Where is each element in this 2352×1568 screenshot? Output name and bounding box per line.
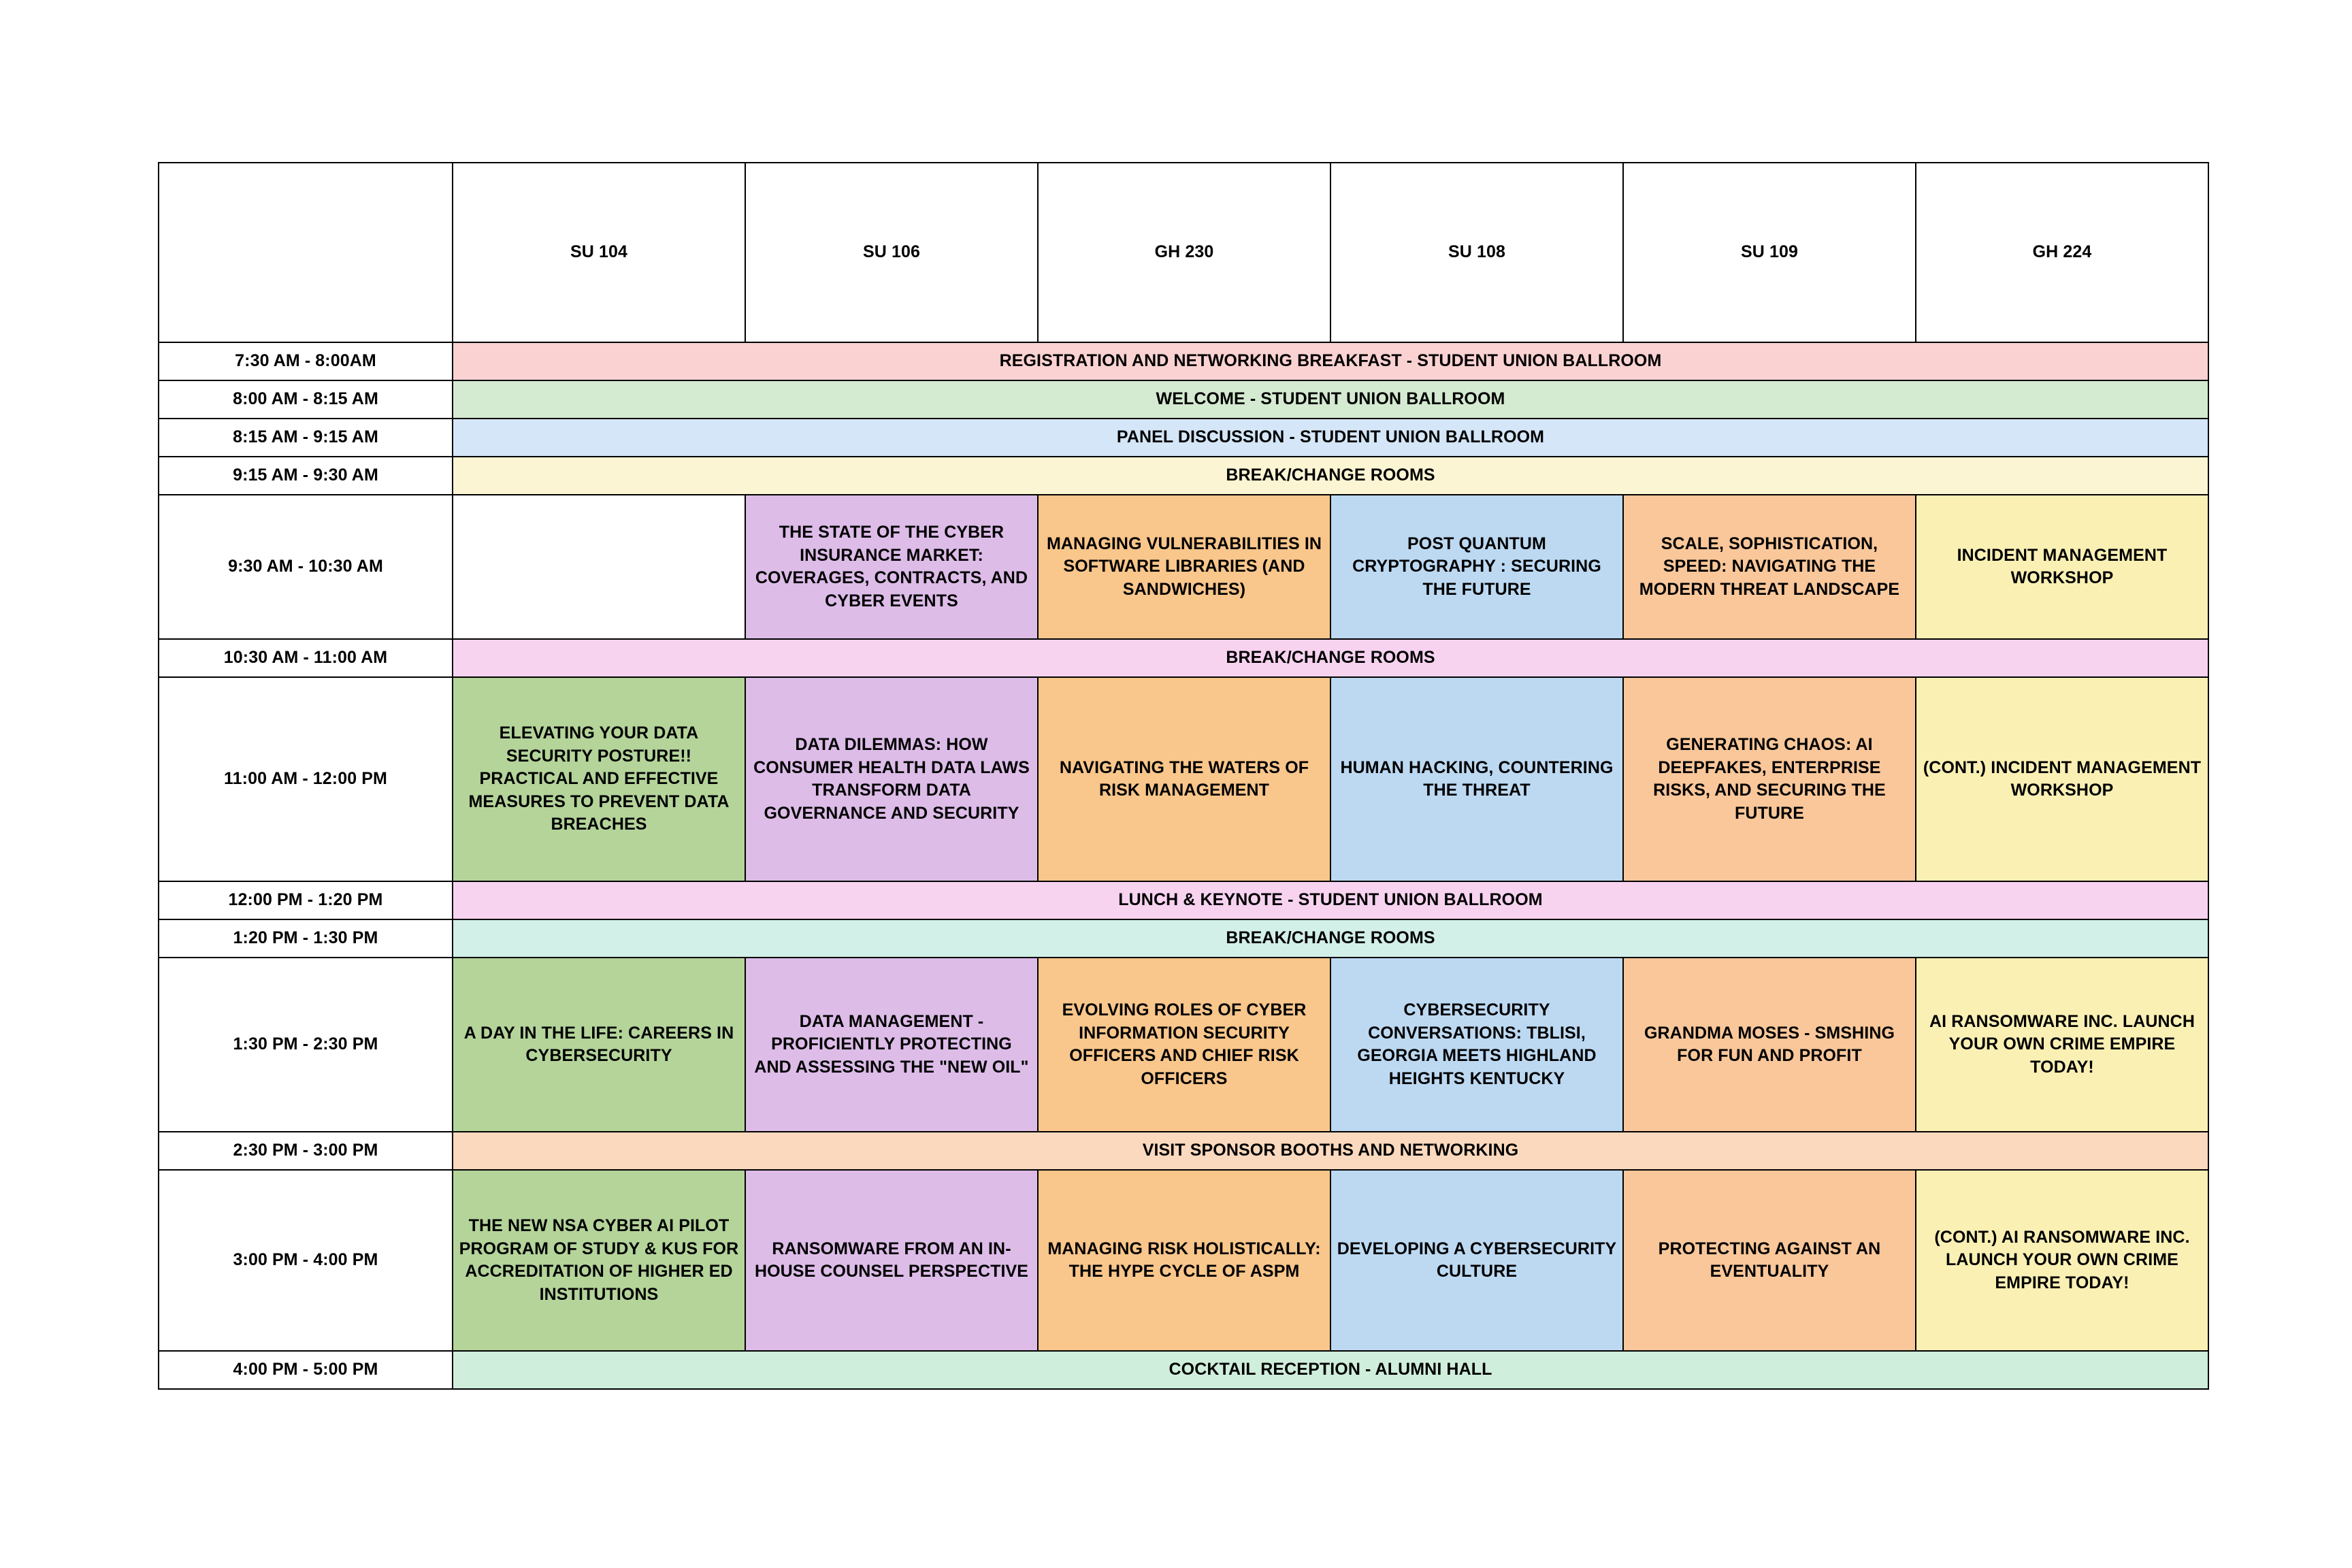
plenary-banner: WELCOME - STUDENT UNION BALLROOM (453, 380, 2208, 419)
table-row (159, 380, 2208, 419)
time-slot-label: 10:30 AM - 11:00 AM (159, 639, 453, 677)
table-row (159, 495, 2208, 639)
session-cell: GENERATING CHAOS: AI DEEPFAKES, ENTERPRISE RISKS, AND SECURING THE FUTURE (1623, 677, 1916, 881)
schedule-table-wrapper (158, 162, 2206, 1390)
session-cell: INCIDENT MANAGEMENT WORKSHOP (1916, 495, 2208, 639)
session-cell: (CONT.) INCIDENT MANAGEMENT WORKSHOP (1916, 677, 2208, 881)
room-header-1: SU 104 (453, 163, 745, 342)
time-slot-label: 4:00 PM - 5:00 PM (159, 1351, 453, 1389)
room-header-4: SU 108 (1330, 163, 1623, 342)
session-cell: (CONT.) AI RANSOMWARE INC. LAUNCH YOUR OWN CRIME EMPIRE TODAY! (1916, 1170, 2208, 1351)
table-row (159, 1132, 2208, 1170)
session-cell: SCALE, SOPHISTICATION, SPEED: NAVIGATING THE MODERN THREAT LANDSCAPE (1623, 495, 1916, 639)
table-row (159, 1170, 2208, 1351)
plenary-banner: BREAK/CHANGE ROOMS (453, 919, 2208, 958)
plenary-banner: VISIT SPONSOR BOOTHS AND NETWORKING (453, 1132, 2208, 1170)
empty-session-cell (453, 495, 745, 639)
session-cell: THE NEW NSA CYBER AI PILOT PROGRAM OF STUDY & KUS FOR ACCREDITATION OF HIGHER ED INSTITUTIONS (453, 1170, 745, 1351)
table-row (159, 419, 2208, 457)
session-cell: POST QUANTUM CRYPTOGRAPHY : SECURING THE FUTURE (1330, 495, 1623, 639)
session-cell: EVOLVING ROLES OF CYBER INFORMATION SECURITY OFFICERS AND CHIEF RISK OFFICERS (1038, 958, 1330, 1132)
session-cell: NAVIGATING THE WATERS OF RISK MANAGEMENT (1038, 677, 1330, 881)
session-cell: GRANDMA MOSES - SMSHING FOR FUN AND PROFIT (1623, 958, 1916, 1132)
table-row (159, 958, 2208, 1132)
table-row (159, 677, 2208, 881)
time-slot-label: 7:30 AM - 8:00AM (159, 342, 453, 380)
table-header-row (159, 163, 2208, 342)
header-corner-cell (159, 163, 453, 342)
plenary-banner: BREAK/CHANGE ROOMS (453, 639, 2208, 677)
time-slot-label: 1:20 PM - 1:30 PM (159, 919, 453, 958)
time-slot-label: 12:00 PM - 1:20 PM (159, 881, 453, 919)
schedule-body (159, 163, 2208, 1389)
session-cell: HUMAN HACKING, COUNTERING THE THREAT (1330, 677, 1623, 881)
table-row (159, 457, 2208, 495)
time-slot-label: 3:00 PM - 4:00 PM (159, 1170, 453, 1351)
session-cell: A DAY IN THE LIFE: CAREERS IN CYBERSECURITY (453, 958, 745, 1132)
time-slot-label: 11:00 AM - 12:00 PM (159, 677, 453, 881)
session-cell: AI RANSOMWARE INC. LAUNCH YOUR OWN CRIME EMPIRE TODAY! (1916, 958, 2208, 1132)
session-cell: PROTECTING AGAINST AN EVENTUALITY (1623, 1170, 1916, 1351)
session-cell: THE STATE OF THE CYBER INSURANCE MARKET: COVERAGES, CONTRACTS, AND CYBER EVENTS (745, 495, 1038, 639)
room-header-6: GH 224 (1916, 163, 2208, 342)
time-slot-label: 2:30 PM - 3:00 PM (159, 1132, 453, 1170)
session-cell: DATA MANAGEMENT - PROFICIENTLY PROTECTING AND ASSESSING THE "NEW OIL" (745, 958, 1038, 1132)
plenary-banner: PANEL DISCUSSION - STUDENT UNION BALLROOM (453, 419, 2208, 457)
time-slot-label: 9:15 AM - 9:30 AM (159, 457, 453, 495)
room-header-2: SU 106 (745, 163, 1038, 342)
conference-schedule-table (158, 162, 2209, 1390)
session-cell: RANSOMWARE FROM AN IN-HOUSE COUNSEL PERSPECTIVE (745, 1170, 1038, 1351)
time-slot-label: 1:30 PM - 2:30 PM (159, 958, 453, 1132)
session-cell: MANAGING RISK HOLISTICALLY: THE HYPE CYCLE OF ASPM (1038, 1170, 1330, 1351)
room-header-3: GH 230 (1038, 163, 1330, 342)
time-slot-label: 9:30 AM - 10:30 AM (159, 495, 453, 639)
table-row (159, 342, 2208, 380)
plenary-banner: REGISTRATION AND NETWORKING BREAKFAST - STUDENT UNION BALLROOM (453, 342, 2208, 380)
plenary-banner: BREAK/CHANGE ROOMS (453, 457, 2208, 495)
plenary-banner: LUNCH & KEYNOTE - STUDENT UNION BALLROOM (453, 881, 2208, 919)
session-cell: ELEVATING YOUR DATA SECURITY POSTURE!! PRACTICAL AND EFFECTIVE MEASURES TO PREVENT DATA BREACHES (453, 677, 745, 881)
session-cell: DEVELOPING A CYBERSECURITY CULTURE (1330, 1170, 1623, 1351)
table-row (159, 919, 2208, 958)
table-row (159, 639, 2208, 677)
session-cell: DATA DILEMMAS: HOW CONSUMER HEALTH DATA LAWS TRANSFORM DATA GOVERNANCE AND SECURITY (745, 677, 1038, 881)
session-cell: MANAGING VULNERABILITIES IN SOFTWARE LIBRARIES (AND SANDWICHES) (1038, 495, 1330, 639)
session-cell: CYBERSECURITY CONVERSATIONS: TBLISI, GEORGIA MEETS HIGHLAND HEIGHTS KENTUCKY (1330, 958, 1623, 1132)
table-row (159, 881, 2208, 919)
table-row (159, 1351, 2208, 1389)
room-header-5: SU 109 (1623, 163, 1916, 342)
time-slot-label: 8:15 AM - 9:15 AM (159, 419, 453, 457)
plenary-banner: COCKTAIL RECEPTION - ALUMNI HALL (453, 1351, 2208, 1389)
time-slot-label: 8:00 AM - 8:15 AM (159, 380, 453, 419)
